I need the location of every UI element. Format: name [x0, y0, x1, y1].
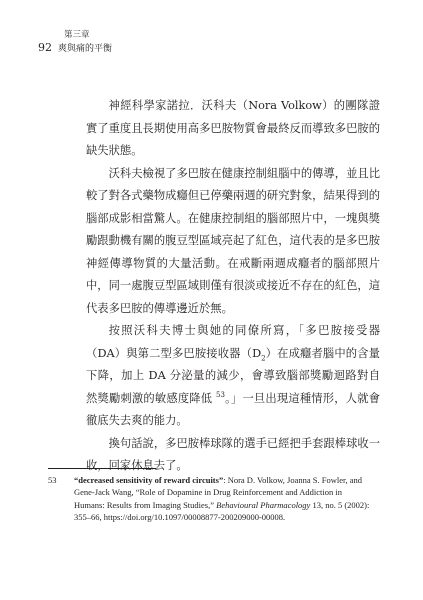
paragraph-3-part-a: 按照沃科夫博士與她的同僚所寫，「多巴胺接受器（DA）與第二型多巴胺接收器（D: [86, 324, 380, 360]
paragraph-3: [86, 320, 380, 433]
footnote-reference[interactable]: 53: [216, 390, 225, 399]
body-text: [86, 95, 380, 478]
footnote-citation-b[interactable]: 13, no. 5 (2002): 355–66, https://doi.org/10.1097/00008877-200209000-00008.: [74, 499, 370, 522]
paragraph-3-part-b: ）在成癮者腦中的含量下降，加上 DA 分泌量的減少，會導致腦部獎勵迴路對自然獎勵刺激的敏感度降低: [86, 346, 380, 405]
footnote-number: 53: [48, 475, 57, 485]
footnote-text: [74, 474, 370, 523]
footnote-divider: [48, 468, 156, 469]
footnote-journal: Behavioural Pharmacology: [216, 499, 311, 510]
paragraph-1: 神經科學家諾拉．沃科夫（Nora Volkow）的團隊證實了重度且長期使用高多巴胺物質會最終反而導致多巴胺的缺失狀態。: [86, 99, 380, 157]
page-number: 92: [38, 41, 52, 54]
footnote: [48, 474, 370, 523]
header-line: [38, 42, 112, 55]
book-title: 爽與痛的平衡: [58, 44, 113, 54]
d2-subscript: 2: [261, 353, 266, 362]
footnote-citation-a: : Nora D. Volkow, Joanna S. Fowler, and Gene-Jack Wang, “Role of Dopamine in Drug Reinforcement and Addiction in Humans: Results from Imaging Studies,”: [74, 475, 363, 510]
chapter-label: 第三章: [64, 30, 90, 40]
paragraph-2: 沃科夫檢視了多巴胺在健康控制組腦中的傳導，並且比較了對各式藥物成癮但已停藥兩週的研究對象，結果得到的腦部成影相當驚人。在健康控制組的腦部照片中，一塊與獎勵跟動機有關的腹豆型區域亮起了紅色，這代表的是多巴胺神經傳導物質的大量活動。在戒斷兩週成癮者的腦部照片中，同一處腹豆型區域則僅有很淡或接近不存在的紅色，這代表多巴胺的傳導邊近於無。: [86, 166, 380, 315]
paragraph-4: 換句話說，多巴胺棒球隊的選手已經把手套跟棒球收一收，回家休息去了。: [86, 436, 380, 472]
footnote-quote: “decreased sensitivity of reward circuits”: [74, 475, 224, 485]
paragraph-3-part-c: 。」一旦出現這種情形，人就會徹底失去爽的能力。: [86, 391, 380, 427]
